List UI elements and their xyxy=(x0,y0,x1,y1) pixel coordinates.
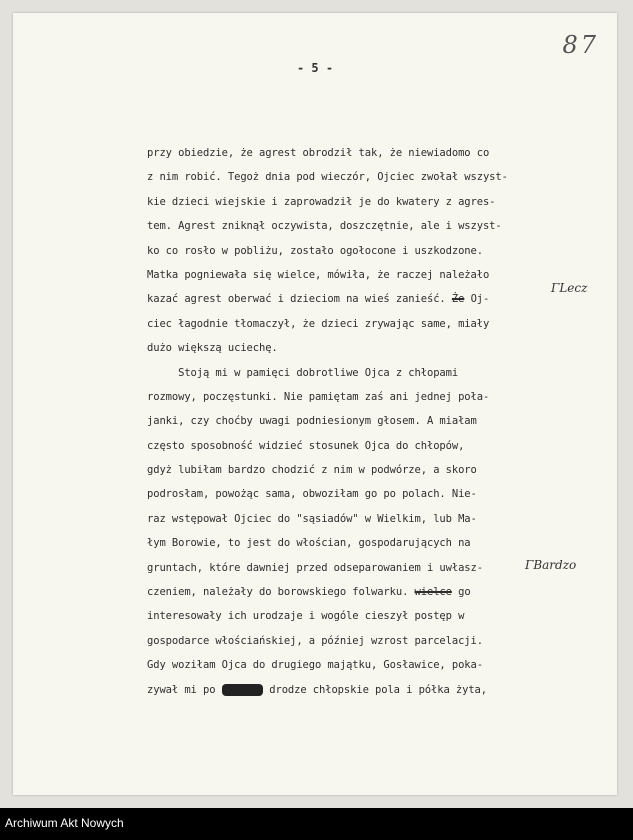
text-line: Matka pogniewała się wielce, mówiła, że raczej należało xyxy=(147,268,490,281)
archive-label: Archiwum Akt Nowych xyxy=(5,816,124,830)
page-number: - 5 - xyxy=(296,61,334,75)
text-line: przy obiedzie, że agrest obrodził tak, że niewiadomo co xyxy=(147,147,490,159)
text-line: podrosłam, powożąc sama, obwoziłam go po polach. Nie- xyxy=(147,488,477,501)
archive-footer xyxy=(0,808,633,840)
document-page xyxy=(13,13,617,795)
text-line: gospodarce włościańskiej, a później wzrost parcelacji. xyxy=(147,634,483,647)
struck-word: Że xyxy=(451,293,465,306)
text-line: janki, czy choćby uwagi podniesionym głosem. A miałam xyxy=(147,415,477,428)
margin-note: ΓLecz xyxy=(551,281,588,295)
text-line: dużo większą uciechę. xyxy=(147,342,278,355)
text-line: ciec łagodnie tłomaczył, że dzieci zrywając same, miały xyxy=(147,317,490,330)
text-line: często sposobność widzieć stosunek Ojca do chłopów, xyxy=(147,439,465,452)
folio-number: 87 xyxy=(562,31,599,59)
text-line: z nim robić. Tegoż dnia pod wieczór, Ojciec zwołał wszyst- xyxy=(147,171,508,184)
text-line: Gdy woziłam Ojca do drugiego majątku, Gosławice, poka- xyxy=(147,659,483,672)
struck-word: wielce xyxy=(414,586,452,599)
margin-note: ΓBardzo xyxy=(525,558,577,572)
text-line: raz wstępował Ojciec do "sąsiadów" w Wielkim, lub Ma- xyxy=(147,512,477,525)
ink-blot xyxy=(222,684,263,696)
text-line: gdyż lubiłam bardzo chodzić z nim w podwórze, a skoro xyxy=(147,464,477,477)
text-line: łym Borowie, to jest do włościan, gospodarujących na xyxy=(147,537,471,550)
text-line: rozmowy, poczęstunki. Nie pamiętam zaś ani jednej poła- xyxy=(147,390,490,403)
text-line: Stoją mi w pamięci dobrotliwe Ojca z chłopami xyxy=(147,366,459,379)
text-line: czeniem, należały do borowskiego folwarku. wielce go xyxy=(147,586,471,599)
text-line: kie dzieci wiejskie i zaprowadził je do kwatery z agres- xyxy=(147,195,496,208)
typed-text xyxy=(147,141,547,702)
text-line: interesowały ich urodzaje i wogóle cieszył postęp w xyxy=(147,610,465,623)
text-line: zywał mi po drodze chłopskie pola i półka żyta, xyxy=(147,683,488,696)
text-line: ko co rosło w pobliżu, zostało ogołocone i uszkodzone. xyxy=(147,244,483,257)
text-line: tem. Agrest zniknął oczywista, doszczętnie, ale i wszyst- xyxy=(147,220,502,233)
text-line: gruntach, które dawniej przed odseparowaniem i uwłasz- xyxy=(147,561,483,574)
text-line: kazać agrest oberwać i dzieciom na wieś zanieść. Że Oj- xyxy=(147,293,490,306)
